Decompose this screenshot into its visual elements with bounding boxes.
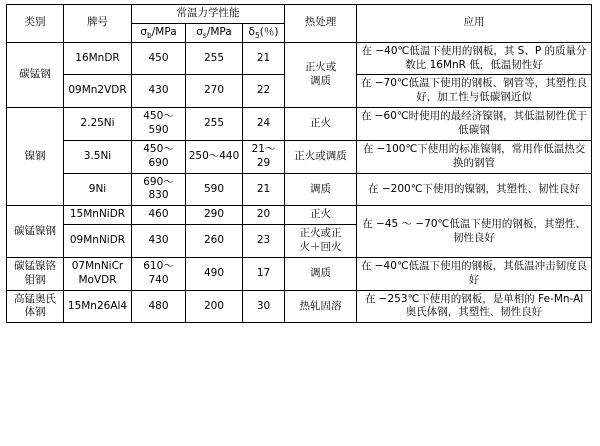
table-header <box>7 5 592 43</box>
cell-tensile-strength: 610～740 <box>132 257 186 290</box>
header-grade: 牌号 <box>64 5 132 43</box>
low-temperature-steel-table <box>6 4 592 323</box>
cell-heat-treatment: 正火或 调质 <box>285 42 357 107</box>
table-row <box>7 173 592 206</box>
cell-heat-treatment: 热轧固溶 <box>285 290 357 323</box>
cell-application: 在 −40℃低温下使用的钢板，其低温冲击韧度良好 <box>357 257 592 290</box>
cell-category: 碳锰钢 <box>7 42 64 107</box>
cell-tensile-strength: 450～590 <box>132 108 186 141</box>
cell-heat-treatment: 正火 <box>285 206 357 225</box>
cell-grade: 16MnDR <box>64 42 132 75</box>
cell-grade: 07MnNiCr MoVDR <box>64 257 132 290</box>
cell-elongation: 24 <box>243 108 285 141</box>
cell-heat-treatment: 调质 <box>285 257 357 290</box>
cell-application: 在 −100℃下使用的标准镍钢，常用作低温热交换的钢管 <box>357 140 592 173</box>
cell-yield-strength: 590 <box>186 173 243 206</box>
cell-heat-treatment: 调质 <box>285 173 357 206</box>
cell-application: 在 −40℃低温下使用的钢板，其 S、P 的质量分数比 16MnR 低，低温韧性好 <box>357 42 592 75</box>
cell-yield-strength: 260 <box>186 225 243 258</box>
header-yield-strength: $\sigma_s$/MPa <box>186 23 243 42</box>
cell-grade: 15MnNiDR <box>64 206 132 225</box>
cell-tensile-strength: 690～830 <box>132 173 186 206</box>
header-heat-treatment: 热处理 <box>285 5 357 43</box>
cell-grade: 2.25Ni <box>64 108 132 141</box>
table-row <box>7 140 592 173</box>
header-category: 类别 <box>7 5 64 43</box>
cell-heat-treatment: 正火或调质 <box>285 140 357 173</box>
cell-category: 碳锰镍钢 <box>7 206 64 258</box>
cell-grade: 15Mn26Al4 <box>64 290 132 323</box>
cell-yield-strength: 250～440 <box>186 140 243 173</box>
header-mechanical-properties: 常温力学性能 <box>132 5 285 24</box>
cell-application: 在 −45 ～ −70℃低温下使用的钢板，其塑性、韧性良好 <box>357 206 592 258</box>
cell-tensile-strength: 480 <box>132 290 186 323</box>
cell-category: 高锰奥氏体钢 <box>7 290 64 323</box>
cell-elongation: 21 <box>243 173 285 206</box>
header-tensile-strength: $\sigma_b$/MPa <box>132 23 186 42</box>
cell-tensile-strength: 430 <box>132 225 186 258</box>
table-body <box>7 42 592 323</box>
cell-application: 在 −253℃下使用的钢板，是单相的 Fe-Mn-Al 奥氏体钢，其塑性、韧性良好 <box>357 290 592 323</box>
cell-elongation: 17 <box>243 257 285 290</box>
table-row <box>7 42 592 75</box>
cell-elongation: 20 <box>243 206 285 225</box>
cell-category: 镍钢 <box>7 108 64 206</box>
cell-elongation: 23 <box>243 225 285 258</box>
cell-tensile-strength: 430 <box>132 75 186 108</box>
cell-grade: 9Ni <box>64 173 132 206</box>
header-elongation: $\delta_5$(％) <box>243 23 285 42</box>
cell-elongation: 21～29 <box>243 140 285 173</box>
table-row <box>7 290 592 323</box>
cell-heat-treatment: 正火或正 火＋回火 <box>285 225 357 258</box>
cell-yield-strength: 290 <box>186 206 243 225</box>
cell-yield-strength: 490 <box>186 257 243 290</box>
cell-tensile-strength: 460 <box>132 206 186 225</box>
cell-elongation: 30 <box>243 290 285 323</box>
cell-application: 在 −70℃低温下使用的钢板、钢管等，其塑性良好，加工性与低碳钢近似 <box>357 75 592 108</box>
cell-elongation: 21 <box>243 42 285 75</box>
cell-yield-strength: 200 <box>186 290 243 323</box>
cell-heat-treatment: 正火 <box>285 108 357 141</box>
header-row-1 <box>7 5 592 24</box>
table-row <box>7 257 592 290</box>
header-application: 应用 <box>357 5 592 43</box>
cell-application: 在 −200℃下使用的镍钢，其塑性、韧性良好 <box>357 173 592 206</box>
cell-yield-strength: 255 <box>186 42 243 75</box>
cell-elongation: 22 <box>243 75 285 108</box>
cell-grade: 3.5Ni <box>64 140 132 173</box>
cell-grade: 09MnNiDR <box>64 225 132 258</box>
cell-grade: 09Mn2VDR <box>64 75 132 108</box>
cell-tensile-strength: 450～690 <box>132 140 186 173</box>
cell-application: 在 −60℃时使用的最经济镍钢，其低温韧性优于低碳钢 <box>357 108 592 141</box>
cell-category: 碳锰镍铬钼钢 <box>7 257 64 290</box>
table-row <box>7 206 592 225</box>
table-row <box>7 108 592 141</box>
cell-tensile-strength: 450 <box>132 42 186 75</box>
document-page <box>0 4 600 446</box>
cell-yield-strength: 270 <box>186 75 243 108</box>
cell-yield-strength: 255 <box>186 108 243 141</box>
